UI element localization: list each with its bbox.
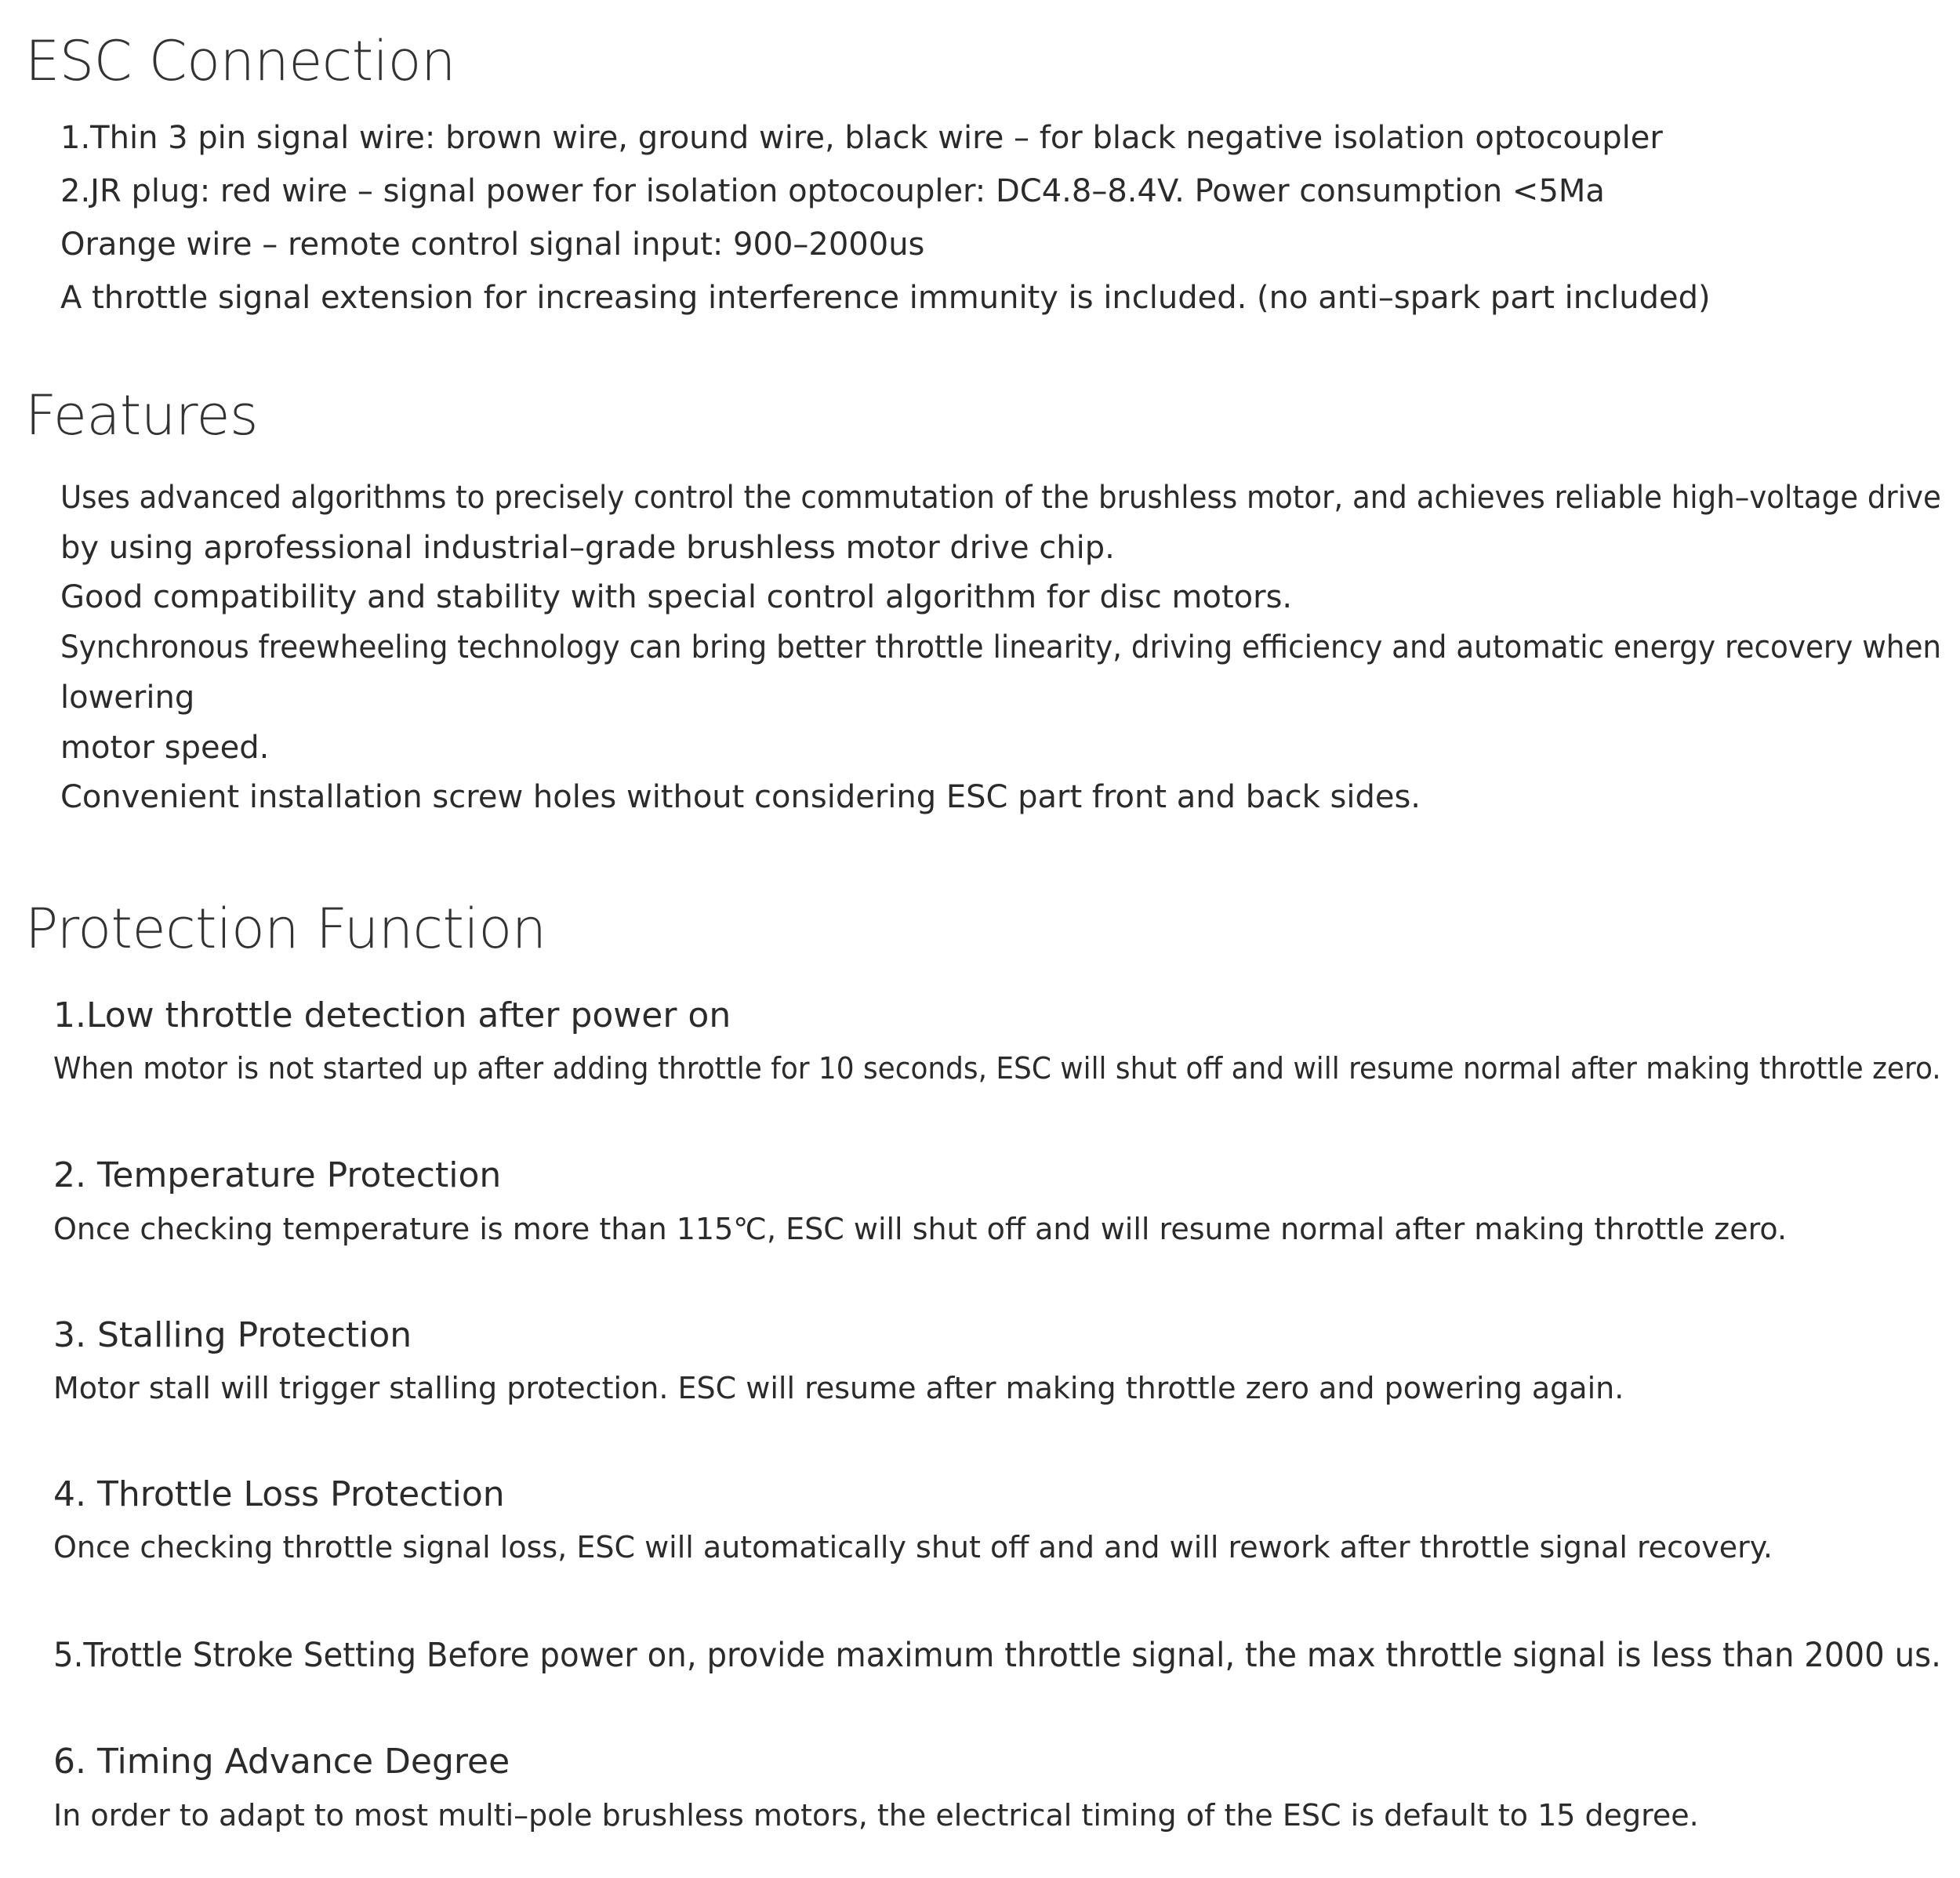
esc-connection-line: 1.Thin 3 pin signal wire: brown wire, ground wire, black wire – for black negative isolation optocoupler — [60, 120, 1663, 156]
protection-item-body: Once checking throttle signal loss, ESC will automatically shut off and and will rework after throttle signal recovery. — [53, 1530, 1773, 1564]
protection-item-title: 1.Low throttle detection after power on — [53, 995, 731, 1035]
protection-item-body: In order to adapt to most multi–pole brushless motors, the electrical timing of the ESC is default to 15 degree. — [53, 1798, 1699, 1833]
protection-item-title: 5.Trottle Stroke Setting Before power on, provide maximum throttle signal, the max throttle signal is less than 2000 us. — [53, 1636, 1941, 1675]
features-heading: Features — [25, 383, 258, 448]
protection-item-title: 6. Timing Advance Degree — [53, 1742, 510, 1782]
features-line: Convenient installation screw holes without considering ESC part front and back sides. — [60, 779, 1421, 815]
features-line: Uses advanced algorithms to precisely control the commutation of the brushless motor, and achieves reliable high–voltage drive — [60, 480, 1941, 516]
esc-connection-line: 2.JR plug: red wire – signal power for isolation optocoupler: DC4.8–8.4V. Power consumption <5Ma — [60, 173, 1605, 209]
protection-heading: Protection Function — [25, 897, 546, 961]
protection-item-body: When motor is not started up after adding throttle for 10 seconds, ESC will shut off and will resume normal after making throttle zero. — [53, 1051, 1941, 1086]
features-line: motor speed. — [60, 730, 270, 766]
protection-item-body: Once checking temperature is more than 115℃, ESC will shut off and will resume normal after making throttle zero. — [53, 1212, 1788, 1246]
features-line: Good compatibility and stability with special control algorithm for disc motors. — [60, 579, 1293, 615]
protection-item-title: 4. Throttle Loss Protection — [53, 1474, 505, 1514]
features-line: by using aprofessional industrial–grade brushless motor drive chip. — [60, 530, 1115, 566]
features-line: Synchronous freewheeling technology can bring better throttle linearity, driving efficiency and automatic energy recovery when — [60, 629, 1942, 665]
protection-item-title: 2. Temperature Protection — [53, 1155, 502, 1195]
esc-connection-line: Orange wire – remote control signal input: 900–2000us — [60, 227, 925, 263]
esc-connection-line: A throttle signal extension for increasing interference immunity is included. (no anti–spark part included) — [60, 280, 1711, 316]
esc-connection-heading: ESC Connection — [25, 29, 456, 93]
features-line: lowering — [60, 680, 195, 716]
protection-item-title: 3. Stalling Protection — [53, 1315, 412, 1355]
protection-item-body: Motor stall will trigger stalling protection. ESC will resume after making throttle zero and powering again. — [53, 1371, 1624, 1405]
